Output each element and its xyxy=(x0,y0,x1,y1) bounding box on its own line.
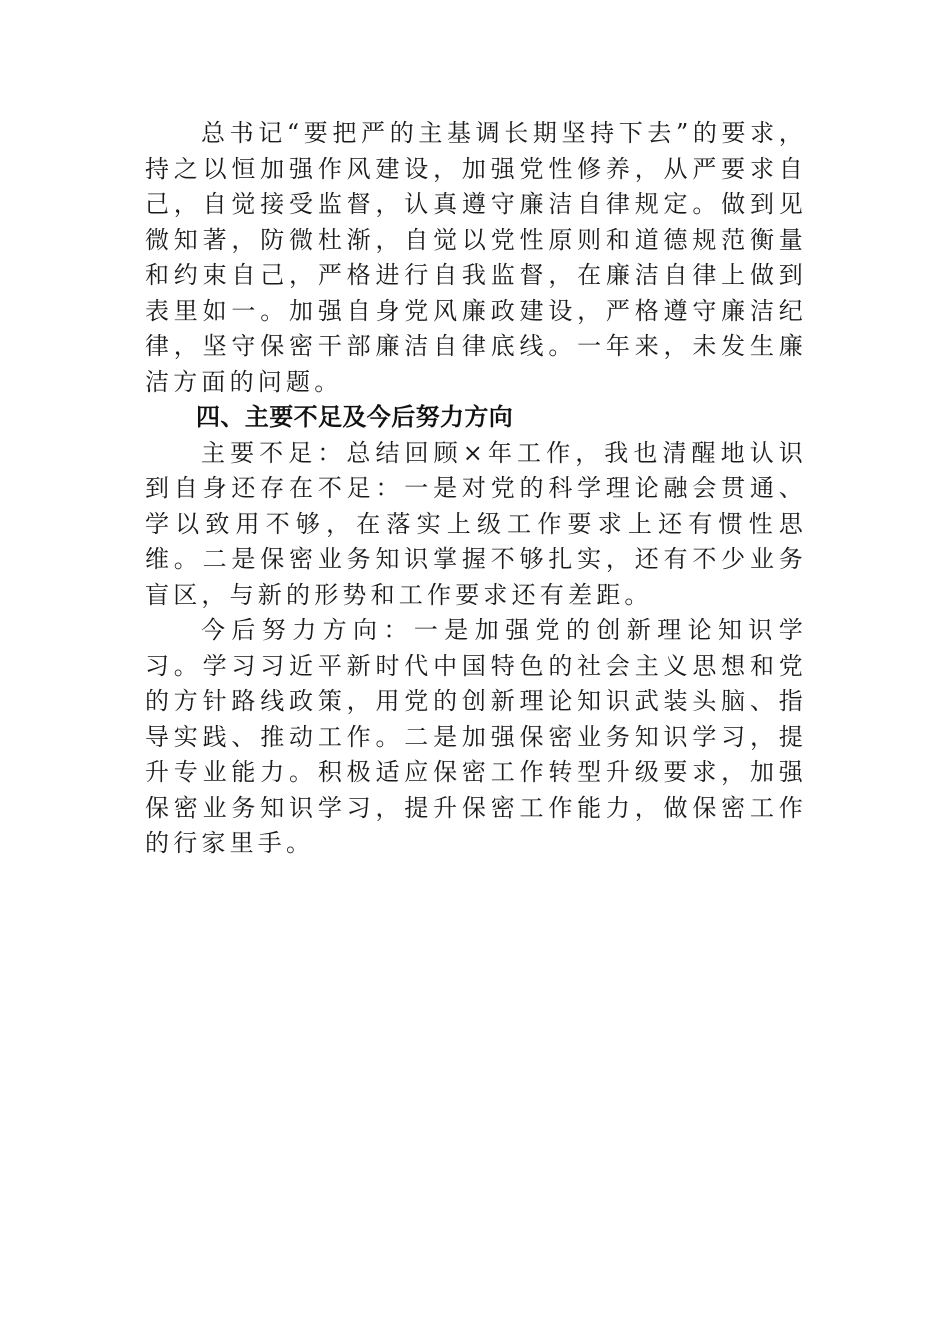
paragraph-future-direction: 今后努力方向：一是加强党的创新理论知识学习。学习习近平新时代中国特色的社会主义思想和党的方针路线政策，用党的创新理论知识武装头脑、指导实践、推动工作。二是加强保密业务知识学习，提升专业能力。积极适应保密工作转型升级要求，加强保密业务知识学习，提升保密工作能力，做保密工作的行家里手。 xyxy=(145,616,807,857)
section-heading: 四、主要不足及今后努力方向 xyxy=(196,403,514,431)
paragraph-integrity: 总书记“要把严的主基调长期坚持下去”的要求，持之以恒加强作风建设，加强党性修养，从严要求自己，自觉接受监督，认真遵守廉洁自律规定。做到见微知著，防微杜渐，自觉以党性原则和道德规范衡量和约束自己，严格进行自我监督，在廉洁自律上做到表里如一。加强自身党风廉政建设，严格遵守廉洁纪律，坚守保密干部廉洁自律底线。一年来，未发生廉洁方面的问题。 xyxy=(145,119,807,396)
paragraph-shortcomings: 主要不足：总结回顾×年工作，我也清醒地认识到自身还存在不足：一是对党的科学理论融会贯通、学以致用不够，在落实上级工作要求上还有惯性思维。二是保密业务知识掌握不够扎实，还有不少业务盲区，与新的形势和工作要求还有差距。 xyxy=(145,438,807,609)
document-body xyxy=(145,116,807,862)
